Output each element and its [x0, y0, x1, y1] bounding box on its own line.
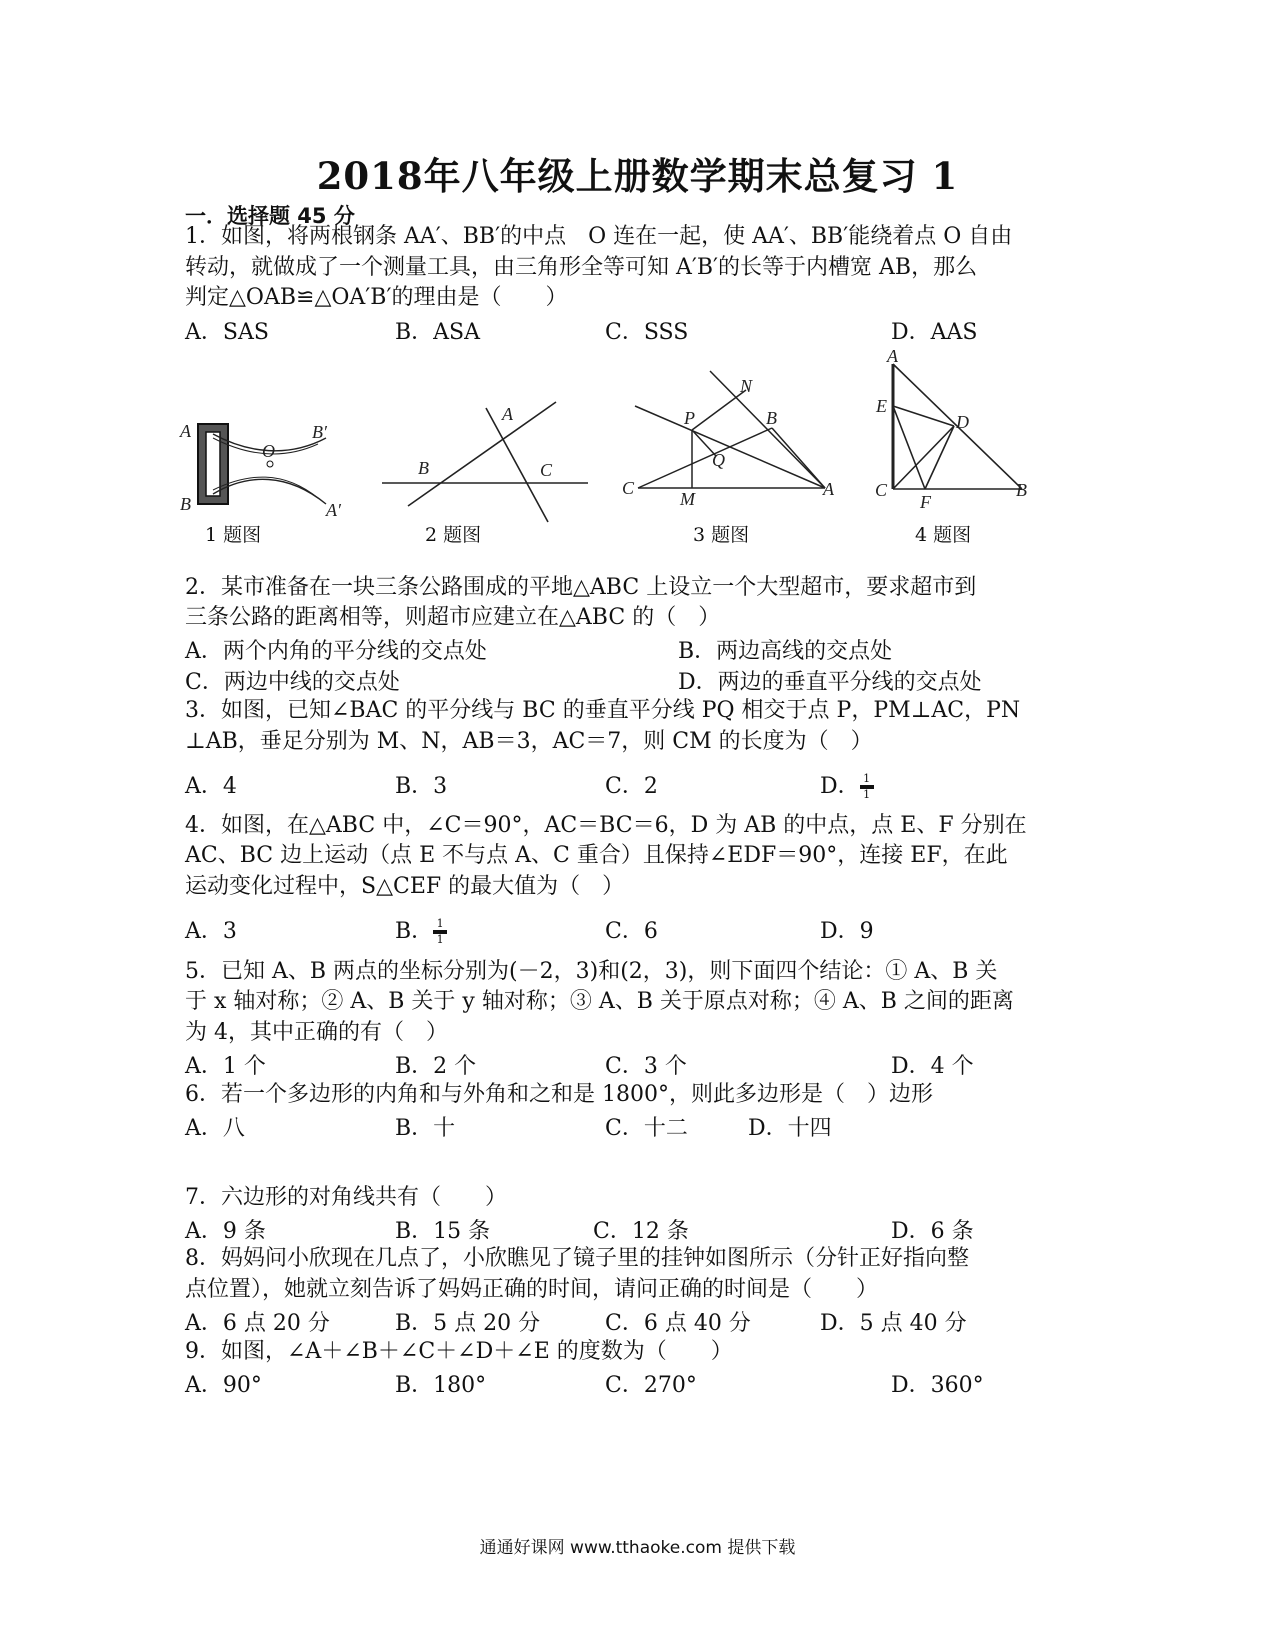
q3-option-d-label: D．	[820, 774, 860, 799]
q4-options	[185, 914, 1085, 944]
q1-line-1: 1．如图，将两根钢条 AA′、BB′的中点 O 连在一起，使 AA′、BB′能绕着点 O 自由	[185, 224, 1013, 249]
figure-3-caption: 3 题图	[693, 524, 750, 546]
q5-option-a: A．1 个	[185, 1054, 266, 1079]
fig2-label-c: C	[540, 460, 553, 480]
q6-options	[185, 1111, 1085, 1141]
q7-option-a: A．9 条	[185, 1219, 266, 1244]
fig1-label-b-prime: B′	[312, 422, 327, 442]
q4-option-b	[395, 914, 447, 945]
fig4-label-a: A	[887, 346, 898, 366]
q1-option-b: B．ASA	[395, 320, 481, 345]
figure-1-caption: 1 题图	[205, 524, 262, 546]
q9-option-d: D．360°	[891, 1373, 984, 1398]
fig4-segment-df	[925, 426, 954, 489]
fig1-slot-inner	[206, 432, 220, 496]
q4-option-b-label: B．	[395, 919, 434, 944]
q2-options-row-1	[185, 634, 1085, 664]
q8-line-1: 8．妈妈问小欣现在几点了，小欣瞧见了镜子里的挂钟如图所示（分针正好指向整	[185, 1246, 969, 1271]
q7-option-b: B．15 条	[395, 1219, 491, 1244]
q4-option-b-fraction: $\frac{1}{1}$	[433, 919, 447, 945]
fig4-label-c: C	[875, 480, 888, 500]
q4-line-3: 运动变化过程中，S△CEF 的最大值为（ ）	[185, 874, 625, 899]
fig3-label-q: Q	[712, 450, 725, 470]
q9-options	[185, 1368, 1085, 1398]
fig1-label-a: A	[180, 421, 191, 441]
q3-option-b: B．3	[395, 774, 448, 799]
fig3-line-pn	[692, 390, 746, 430]
q5-option-c: C．3 个	[605, 1054, 687, 1079]
fig4-segment-ef	[893, 406, 925, 489]
fig3-line-pa	[635, 406, 825, 488]
q1-option-c: C．SSS	[605, 320, 689, 345]
fig3-label-c: C	[622, 478, 635, 498]
q2-option-b: B．两边高线的交点处	[678, 639, 893, 664]
q2-options-row-2	[185, 665, 1085, 695]
fig4-segment-ed	[893, 406, 954, 426]
q6-option-c: C．十二	[605, 1116, 688, 1141]
q5-option-d: D．4 个	[891, 1054, 974, 1079]
page-title: 2018年八年级上册数学期末总复习 1	[316, 154, 959, 198]
q3-line-2: ⊥AB，垂足分别为 M、N，AB＝3，AC＝7，则 CM 的长度为（ ）	[185, 729, 873, 754]
q2-line-1: 2．某市准备在一块三条公路围成的平地△ABC 上设立一个大型超市，要求超市到	[185, 575, 977, 600]
q6-option-a: A．八	[185, 1116, 245, 1141]
fig3-label-b: B	[766, 408, 777, 428]
q1-line-2: 转动，就做成了一个测量工具，由三角形全等可知 A′B′的长等于内槽宽 AB，那么	[185, 255, 978, 280]
q9-option-b: B．180°	[395, 1373, 487, 1398]
q3-option-d	[820, 769, 874, 800]
q5-options	[185, 1049, 1085, 1079]
q1-option-d: D．AAS	[891, 320, 978, 345]
fig3-label-a: A	[823, 479, 834, 499]
figure-1	[178, 418, 358, 523]
fig1-point-o	[267, 461, 273, 467]
q7-options	[185, 1214, 1085, 1244]
q4-option-d: D．9	[820, 919, 874, 944]
fig4-segment-cd	[893, 426, 954, 489]
fig3-label-n: N	[740, 376, 753, 396]
q2-line-2: 三条公路的距离相等，则超市应建立在△ABC 的（ ）	[185, 605, 721, 630]
fig2-line-ac	[486, 408, 548, 522]
q3-option-a: A．4	[185, 774, 237, 799]
q7-line-1: 7．六边形的对角线共有（ ）	[185, 1185, 507, 1210]
fig4-label-f: F	[920, 492, 931, 512]
q2-option-c: C．两边中线的交点处	[185, 670, 400, 695]
page-footer: 通通好课网 www.tthaoke.com 提供下载	[479, 1538, 796, 1558]
q2-option-d: D．两边的垂直平分线的交点处	[678, 670, 982, 695]
fig3-label-m: M	[680, 489, 695, 508]
fig1-label-a-prime: A′	[326, 500, 341, 520]
q6-option-d: D．十四	[748, 1116, 832, 1141]
fig2-label-b: B	[418, 458, 429, 478]
fig2-line-ab	[408, 402, 556, 506]
q2-option-a: A．两个内角的平分线的交点处	[185, 639, 487, 664]
q9-line-1: 9．如图，∠A＋∠B＋∠C＋∠D＋∠E 的度数为（ ）	[185, 1339, 733, 1364]
q1-line-3: 判定△OAB≌△OA′B′的理由是（ ）	[185, 285, 568, 310]
fig2-label-a: A	[502, 404, 513, 424]
q7-option-d: D．6 条	[891, 1219, 974, 1244]
q1-options	[185, 315, 1085, 345]
q6-line-1: 6．若一个多边形的内角和与外角和之和是 1800°，则此多边形是（ ）边形	[185, 1082, 933, 1107]
q8-line-2: 点位置），她就立刻告诉了妈妈正确的时间，请问正确的时间是（ ）	[185, 1277, 879, 1302]
section-heading: 一．选择题 45 分	[185, 204, 355, 228]
q4-option-a: A．3	[185, 919, 237, 944]
q7-option-c: C．12 条	[593, 1219, 689, 1244]
fig1-label-o: O	[262, 441, 275, 461]
q8-option-c: C．6 点 40 分	[605, 1311, 751, 1336]
q3-option-d-fraction: $\frac{1}{1}$	[860, 774, 874, 800]
fig3-line-na	[710, 371, 825, 488]
q9-option-a: A．90°	[185, 1373, 262, 1398]
q3-options	[185, 769, 1085, 799]
fig4-label-d: D	[956, 412, 969, 432]
fig3-label-p: P	[684, 408, 695, 428]
q6-option-b: B．十	[395, 1116, 456, 1141]
q1-option-a: A．SAS	[185, 320, 269, 345]
figure-3	[620, 368, 845, 508]
fig4-label-b: B	[1016, 480, 1027, 500]
q8-option-b: B．5 点 20 分	[395, 1311, 541, 1336]
q5-option-b: B．2 个	[395, 1054, 477, 1079]
q8-option-d: D．5 点 40 分	[820, 1311, 967, 1336]
q8-option-a: A．6 点 20 分	[185, 1311, 330, 1336]
q9-option-c: C．270°	[605, 1373, 697, 1398]
figure-2	[380, 396, 590, 526]
q5-line-3: 为 4，其中正确的有（ ）	[185, 1020, 448, 1045]
figure-2-caption: 2 题图	[425, 524, 482, 546]
q3-line-1: 3．如图，已知∠BAC 的平分线与 BC 的垂直平分线 PQ 相交于点 P，PM⊥AC，PN	[185, 698, 1021, 723]
figure-4-caption: 4 题图	[915, 524, 972, 546]
fig4-label-e: E	[876, 396, 887, 416]
q4-line-2: AC、BC 边上运动（点 E 不与点 A、C 重合）且保持∠EDF＝90°，连接 EF，在此	[185, 843, 1008, 868]
q4-option-c: C．6	[605, 919, 658, 944]
q5-line-1: 5．已知 A、B 两点的坐标分别为(－2，3)和(2，3)，则下面四个结论：① A、B 关	[185, 959, 998, 984]
figure-4	[870, 346, 1045, 516]
q3-option-c: C．2	[605, 774, 658, 799]
q8-options	[185, 1306, 1085, 1336]
q5-line-2: 于 x 轴对称；② A、B 关于 y 轴对称；③ A、B 关于原点对称；④ A、B 之间的距离	[185, 989, 1014, 1014]
fig1-label-b: B	[180, 494, 191, 514]
q4-line-1: 4．如图，在△ABC 中，∠C＝90°，AC＝BC＝6，D 为 AB 的中点，点 E、F 分别在	[185, 813, 1027, 838]
